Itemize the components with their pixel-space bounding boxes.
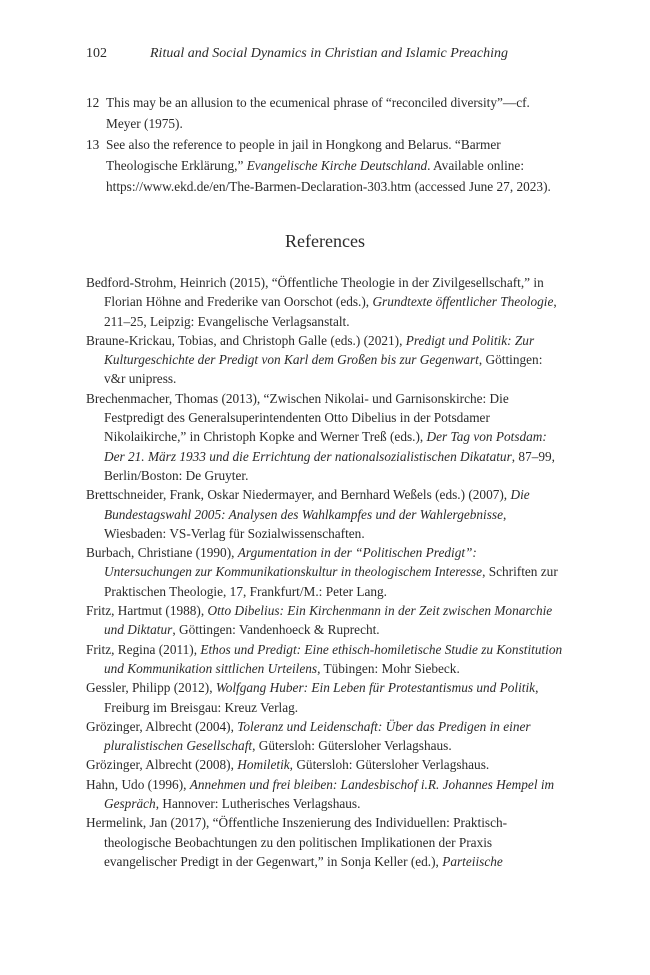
references-list: [86, 273, 564, 871]
page-number: 102: [86, 46, 107, 61]
footnote-text: This may be an allusion to the ecumenical phrase of “reconciled diversity”—cf. Meyer (1975).: [106, 95, 530, 131]
reference-entry: Bedford-Strohm, Heinrich (2015), “Öffentliche Theologie in der Zivilgesellschaft,” in Florian Höhne and Frederike van Oorschot (eds.), Grundtexte öffentlicher Theologie, 211–25, Leipzig: Evangelische Verlagsanstalt.: [86, 275, 557, 329]
reference-entry: Grözinger, Albrecht (2004), Toleranz und Leidenschaft: Über das Predigen in einer pluralistischen Gesellschaft, Gütersloh: Gütersloher Verlagshaus.: [86, 718, 531, 754]
reference-entry: Fritz, Hartmut (1988), Otto Dibelius: Ein Kirchenmann in der Zeit zwischen Monarchie und Diktatur, Göttingen: Vandenhoeck & Ruprecht.: [86, 603, 553, 638]
footnote: [86, 134, 562, 197]
reference-entry: Braune-Krickau, Tobias, and Christoph Galle (eds.) (2021), Predigt und Politik: Zur Kulturgeschichte der Predigt von Karl dem Großen bis zur Gegenwart, Göttingen: v&r unipress.: [86, 332, 543, 387]
reference-entry: Burbach, Christiane (1990), Argumentation in der “Politischen Predigt”: Untersuchungen zur Kommunikationskultur in theologischem Interesse, Schriften zur Praktischen Theologie, 17, Frankfurt/M.: Peter Lang.: [86, 545, 558, 599]
running-title: Ritual and Social Dynamics in Christian and Islamic Preaching: [150, 46, 509, 61]
reference-entry: Fritz, Regina (2011), Ethos und Predigt: Eine ethisch-homiletische Studie zu Konstitution und Kommunikation sittlichen Urteilens, Tübingen: Mohr Siebeck.: [86, 641, 563, 676]
reference-entry: Brettschneider, Frank, Oskar Niedermayer, and Bernhard Weßels (eds.) (2007), Die Bundestagswahl 2005: Analysen des Wahlkampfes und der Wahlergebnisse, Wiesbaden: VS-Verlag für Sozialwissenschaften.: [86, 487, 530, 541]
footnote-text: See also the reference to people in jail in Hongkong and Belarus. “Barmer Theologische Erklärung,”: [106, 137, 501, 173]
references-heading: References: [285, 231, 365, 251]
reference-entry: Gessler, Philipp (2012), Wolfgang Huber: Ein Leben für Protestantismus und Politik, Freiburg im Breisgau: Kreuz Verlag.: [86, 680, 539, 715]
footnote-number: 13: [86, 137, 100, 152]
reference-entry: Hahn, Udo (1996), Annehmen und frei bleiben: Landesbischof i.R. Johannes Hempel im Gespräch, Hannover: Lutherisches Verlagshaus.: [86, 776, 555, 812]
reference-entry: Brechenmacher, Thomas (2013), “Zwischen Nikolai- und Garnisonskirche: Die Festpredigt des Generalsuperintendenten Otto Dibelius in der Potsdamer Nikolaikirche,” in Christoph Kopke and Werner Treß (eds.), Der Tag von Potsdam: Der 21. März 1933 und die Errichtung der nationalsozialistischen Dikatatur, 87–99, Berlin/Boston: De Gruyter.: [86, 390, 555, 483]
footnotes: [86, 92, 562, 197]
footnote: [86, 92, 562, 134]
footnote-text-continued: . Available online: https://www.ekd.de/en/The-Barmen-Declaration-303.htm (accessed June 27, 2023).: [106, 158, 551, 194]
footnote-italic-title: Evangelische Kirche Deutschland: [246, 158, 428, 173]
reference-entry: Grözinger, Albrecht (2008), Homiletik, Gütersloh: Gütersloher Verlagshaus.: [86, 757, 490, 773]
reference-entry: Hermelink, Jan (2017), “Öffentliche Inszenierung des Individuellen: Praktisch-theologische Beobachtungen zu den politischen Implikationen der Praxis evangelischer Predigt in der Gegenwart,” in Sonja Keller (ed.), Parteiische: [86, 815, 508, 869]
footnote-number: 12: [86, 95, 100, 110]
